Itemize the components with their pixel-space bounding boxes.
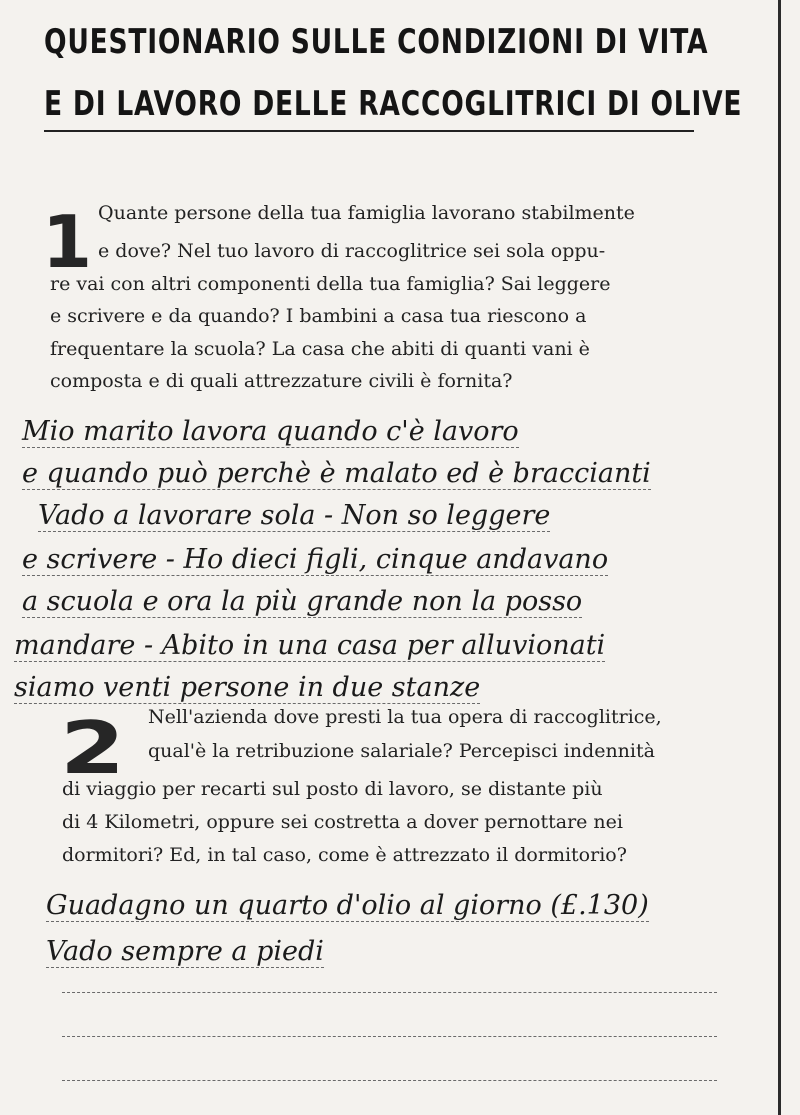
title-line-1: QUESTIONARIO SULLE CONDIZIONI DI VITA	[44, 22, 709, 62]
question-2-number: 2	[60, 706, 126, 790]
answer-2-line: Guadagno un quarto d'olio al giorno (£.130)	[46, 890, 649, 921]
question-1-line: Quante persone della tua famiglia lavorano stabilmente	[98, 202, 635, 224]
question-1-line: e dove? Nel tuo lavoro di raccoglitrice sei sola oppu-	[98, 240, 606, 262]
answer-2-line: Vado sempre a piedi	[46, 936, 324, 967]
title-underline	[44, 130, 694, 132]
question-2-line: qual'è la retribuzione salariale? Percepisci indennità	[148, 740, 655, 762]
answer-1-line: e scrivere - Ho dieci figli, cinque andavano	[22, 544, 609, 575]
title-line-2: E DI LAVORO DELLE RACCOGLITRICI DI OLIVE	[44, 84, 743, 124]
question-1-line: re vai con altri componenti della tua famiglia? Sai leggere	[50, 273, 611, 295]
blank-answer-line	[62, 1080, 717, 1081]
answer-1-line: e quando può perchè è malato ed è braccianti	[22, 458, 651, 489]
question-2-line: dormitori? Ed, in tal caso, come è attrezzato il dormitorio?	[62, 844, 627, 866]
answer-1-line: Mio marito lavora quando c'è lavoro	[22, 416, 519, 447]
question-2-line: di viaggio per recarti sul posto di lavoro, se distante più	[62, 778, 603, 800]
question-1-line: e scrivere e da quando? I bambini a casa tua riescono a	[50, 305, 587, 327]
answer-1-line: siamo venti persone in due stanze	[14, 672, 481, 703]
question-1-line: frequentare la scuola? La casa che abiti di quanti vani è	[50, 338, 590, 360]
answer-1-line: mandare - Abito in una casa per alluvionati	[14, 630, 606, 661]
blank-answer-line	[62, 1036, 717, 1037]
answer-1-line: a scuola e ora la più grande non la posso	[22, 586, 583, 617]
question-2-line: Nell'azienda dove presti la tua opera di raccoglitrice,	[148, 706, 662, 728]
blank-answer-line	[62, 992, 717, 993]
page-edge-line	[778, 0, 781, 1115]
question-1-line: composta e di quali attrezzature civili è fornita?	[50, 370, 513, 392]
question-2-line: di 4 Kilometri, oppure sei costretta a dover pernottare nei	[62, 811, 623, 833]
question-1-number: 1	[42, 200, 93, 284]
answer-1-line: Vado a lavorare sola - Non so leggere	[38, 500, 551, 531]
